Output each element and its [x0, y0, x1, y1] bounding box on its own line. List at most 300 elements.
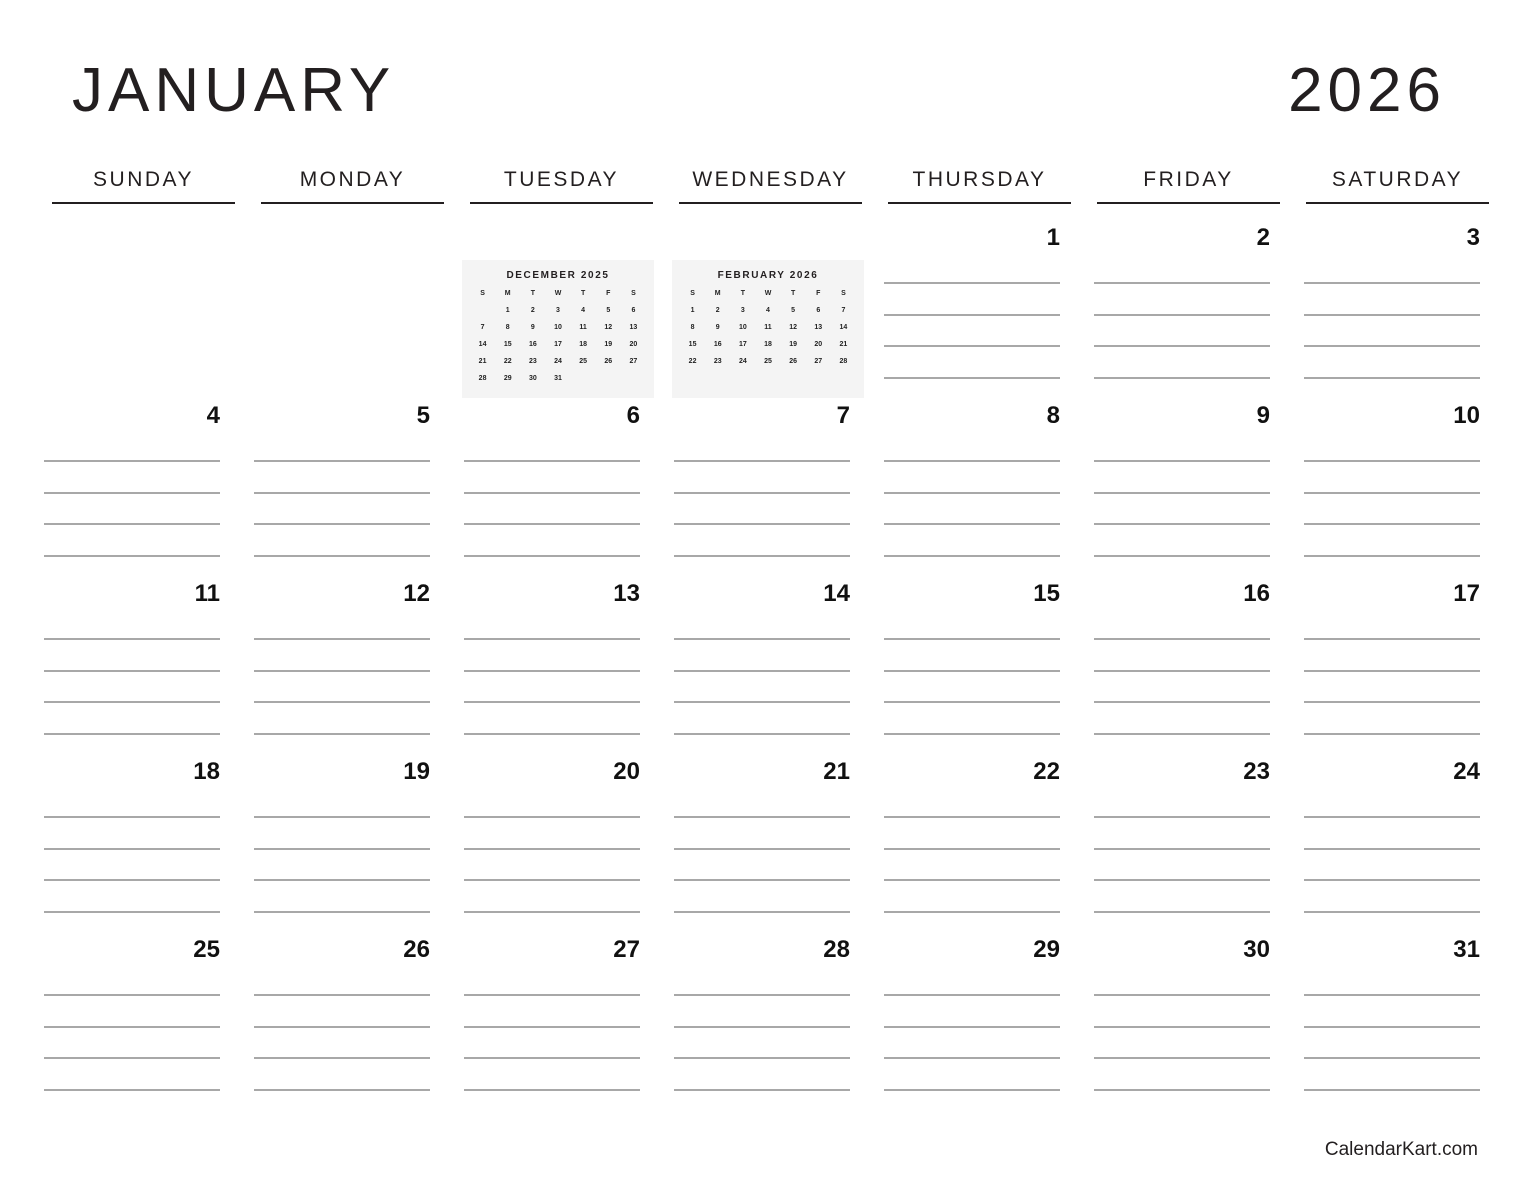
mini-day: 28	[839, 358, 848, 365]
mini-day: 13	[629, 324, 638, 331]
mini-day: 3	[740, 307, 745, 314]
note-line	[1304, 1057, 1480, 1059]
note-line	[254, 555, 430, 557]
note-line	[884, 314, 1060, 316]
note-line	[1094, 492, 1270, 494]
mini-day: 4	[766, 307, 770, 314]
mini-weekday-initial: F	[606, 290, 611, 297]
day-number: 15	[1033, 580, 1060, 607]
mini-day: 25	[764, 358, 772, 365]
note-line	[1304, 314, 1480, 316]
note-line	[1094, 1026, 1270, 1028]
note-line	[254, 670, 430, 672]
note-line	[254, 701, 430, 703]
note-line	[44, 523, 220, 525]
note-lines	[1094, 994, 1270, 1120]
day-number: 26	[403, 936, 430, 963]
mini-day: 1	[690, 307, 695, 314]
day-cell	[462, 934, 646, 1112]
note-line	[1094, 1057, 1270, 1059]
note-lines	[884, 638, 1060, 764]
note-line	[1094, 994, 1270, 996]
note-line	[1304, 638, 1480, 640]
mini-day: 15	[688, 341, 697, 348]
mini-day: 9	[530, 324, 535, 331]
day-number: 10	[1453, 402, 1480, 429]
day-cell	[1092, 934, 1276, 1112]
mini-day: 21	[839, 341, 848, 348]
day-cell	[1302, 578, 1486, 756]
mini-weekday-initial: T	[740, 290, 745, 297]
note-lines	[464, 816, 640, 942]
day-number: 20	[613, 758, 640, 785]
calendar-grid	[42, 222, 1486, 1187]
note-line	[254, 848, 430, 850]
mini-day: 25	[579, 358, 588, 365]
note-line	[884, 1057, 1060, 1059]
day-cell	[882, 756, 1066, 934]
note-line	[254, 879, 430, 881]
note-line	[884, 701, 1060, 703]
mini-day: 16	[713, 341, 722, 348]
note-line	[674, 555, 850, 557]
note-line	[464, 638, 640, 640]
note-lines	[44, 816, 220, 942]
empty-cell	[252, 222, 436, 400]
weekday-saturday: SATURDAY	[1306, 168, 1489, 204]
note-line	[1094, 282, 1270, 284]
note-line	[44, 670, 220, 672]
mini-day: 8	[690, 324, 695, 331]
note-line	[1094, 701, 1270, 703]
note-line	[1094, 523, 1270, 525]
note-line	[884, 1089, 1060, 1091]
day-cell	[1092, 222, 1276, 400]
note-lines	[254, 994, 430, 1120]
note-line	[674, 879, 850, 881]
note-line	[1094, 670, 1270, 672]
weekday-sunday: SUNDAY	[52, 168, 235, 204]
day-number: 31	[1453, 936, 1480, 963]
mini-day: 31	[554, 375, 562, 382]
mini-calendar-title: FEBRUARY 2026	[717, 270, 819, 281]
mini-calendar-december-2025	[462, 260, 654, 398]
mini-weekday-initial: T	[530, 290, 535, 297]
note-line	[884, 816, 1060, 818]
mini-day: 17	[738, 341, 747, 348]
day-number: 4	[206, 402, 220, 429]
note-line	[1094, 848, 1270, 850]
note-line	[674, 848, 850, 850]
mini-day: 23	[713, 358, 722, 365]
note-lines	[464, 460, 640, 586]
day-number: 27	[613, 936, 640, 963]
mini-day: 23	[528, 358, 537, 365]
note-line	[1094, 816, 1270, 818]
note-line	[1094, 638, 1270, 640]
footer-brand: CalendarKart.com	[1324, 1139, 1478, 1160]
mini-weekday-initial: S	[841, 290, 846, 297]
note-line	[44, 555, 220, 557]
note-line	[884, 282, 1060, 284]
mini-day: 4	[581, 307, 586, 314]
note-line	[1304, 1026, 1480, 1028]
note-line	[1304, 911, 1480, 913]
mini-day: 2	[530, 307, 535, 314]
day-cell	[672, 578, 856, 756]
day-cell	[882, 400, 1066, 578]
mini-day: 19	[604, 341, 613, 348]
mini-day: 15	[503, 341, 512, 348]
note-line	[884, 523, 1060, 525]
note-line	[674, 911, 850, 913]
note-line	[1304, 555, 1480, 557]
day-number: 21	[823, 758, 850, 785]
day-cell	[42, 934, 226, 1112]
note-line	[884, 879, 1060, 881]
note-line	[674, 1089, 850, 1091]
day-cell	[42, 756, 226, 934]
note-line	[464, 879, 640, 881]
mini-weekday-initial: S	[631, 290, 636, 297]
mini-day: 7	[480, 324, 485, 331]
day-number: 3	[1466, 224, 1480, 251]
mini-day: 3	[556, 307, 560, 314]
note-line	[464, 701, 640, 703]
note-line	[884, 345, 1060, 347]
note-lines	[254, 460, 430, 586]
day-number: 28	[823, 936, 850, 963]
note-line	[464, 523, 640, 525]
note-line	[674, 460, 850, 462]
mini-day: 24	[554, 358, 562, 365]
note-line	[254, 994, 430, 996]
note-line	[1304, 670, 1480, 672]
mini-day: 30	[528, 375, 537, 382]
note-line	[254, 460, 430, 462]
weekday-header	[52, 168, 1489, 204]
note-line	[884, 638, 1060, 640]
note-line	[464, 555, 640, 557]
mini-day	[621, 373, 646, 385]
note-line	[1304, 816, 1480, 818]
day-number: 14	[823, 580, 850, 607]
note-lines	[674, 994, 850, 1120]
mini-day: 2	[715, 307, 720, 314]
day-number: 8	[1046, 402, 1060, 429]
day-cell	[462, 400, 646, 578]
mini-weekday-initial: S	[480, 290, 485, 297]
day-number: 1	[1046, 224, 1060, 251]
day-cell	[1302, 400, 1486, 578]
day-number: 17	[1453, 580, 1480, 607]
day-number: 16	[1243, 580, 1270, 607]
day-number: 23	[1243, 758, 1270, 785]
mini-day: 16	[528, 341, 537, 348]
note-line	[1094, 555, 1270, 557]
mini-day: 18	[764, 341, 772, 348]
note-line	[1304, 701, 1480, 703]
note-line	[1304, 523, 1480, 525]
note-line	[884, 1026, 1060, 1028]
day-number: 19	[403, 758, 430, 785]
mini-day: 28	[478, 375, 487, 382]
note-lines	[1304, 460, 1480, 586]
note-lines	[1094, 460, 1270, 586]
note-line	[44, 1057, 220, 1059]
empty-cell	[672, 222, 856, 400]
weekday-tuesday: TUESDAY	[470, 168, 653, 204]
note-lines	[1304, 282, 1480, 408]
note-line	[674, 492, 850, 494]
note-lines	[1304, 816, 1480, 942]
note-line	[1094, 911, 1270, 913]
note-line	[464, 492, 640, 494]
day-number: 12	[403, 580, 430, 607]
note-line	[1304, 460, 1480, 462]
mini-weekday-initial: W	[554, 290, 562, 297]
note-line	[884, 555, 1060, 557]
day-number: 30	[1243, 936, 1270, 963]
note-line	[44, 816, 220, 818]
note-line	[464, 1057, 640, 1059]
weekday-thursday: THURSDAY	[888, 168, 1071, 204]
day-cell	[252, 934, 436, 1112]
mini-calendar-grid	[470, 288, 646, 385]
mini-weekday-initial: F	[816, 290, 821, 297]
day-number: 11	[194, 580, 220, 607]
day-cell	[882, 934, 1066, 1112]
mini-day: 5	[791, 307, 796, 314]
note-line	[44, 994, 220, 996]
day-cell	[1092, 578, 1276, 756]
note-lines	[254, 816, 430, 942]
note-line	[44, 879, 220, 881]
mini-day: 22	[688, 358, 697, 365]
day-number: 2	[1256, 224, 1270, 251]
note-line	[674, 670, 850, 672]
note-line	[1304, 492, 1480, 494]
mini-calendar-february-2026	[672, 260, 864, 398]
note-line	[884, 492, 1060, 494]
day-cell	[252, 400, 436, 578]
note-lines	[884, 282, 1060, 408]
mini-weekday-initial: M	[504, 290, 511, 297]
note-line	[674, 816, 850, 818]
mini-day: 19	[789, 341, 798, 348]
note-line	[464, 816, 640, 818]
note-line	[674, 638, 850, 640]
mini-day: 29	[503, 375, 512, 382]
year-title: 2026	[1288, 56, 1446, 125]
note-lines	[1094, 816, 1270, 942]
note-lines	[884, 816, 1060, 942]
note-line	[1094, 879, 1270, 881]
note-line	[44, 638, 220, 640]
note-lines	[884, 460, 1060, 586]
note-lines	[44, 994, 220, 1120]
note-line	[254, 911, 430, 913]
mini-day: 22	[503, 358, 512, 365]
mini-day: 18	[579, 341, 588, 348]
note-line	[44, 848, 220, 850]
note-lines	[674, 638, 850, 764]
note-line	[884, 670, 1060, 672]
day-number: 9	[1256, 402, 1270, 429]
note-line	[464, 733, 640, 735]
note-line	[44, 460, 220, 462]
note-line	[464, 994, 640, 996]
mini-calendar-grid	[680, 288, 856, 368]
day-cell	[672, 400, 856, 578]
day-cell	[42, 578, 226, 756]
note-lines	[1094, 638, 1270, 764]
note-lines	[1094, 282, 1270, 408]
day-number: 7	[836, 402, 850, 429]
mini-day: 10	[554, 324, 562, 331]
day-cell	[1092, 756, 1276, 934]
note-line	[674, 994, 850, 996]
note-line	[1304, 377, 1480, 379]
note-line	[1304, 879, 1480, 881]
mini-day: 12	[604, 324, 613, 331]
mini-day: 1	[505, 307, 510, 314]
mini-day: 21	[478, 358, 487, 365]
mini-day: 12	[789, 324, 798, 331]
weekday-wednesday: WEDNESDAY	[679, 168, 862, 204]
note-line	[1304, 1089, 1480, 1091]
mini-day	[596, 373, 621, 385]
note-line	[464, 1026, 640, 1028]
mini-day	[571, 373, 596, 385]
mini-day: 24	[738, 358, 747, 365]
weekday-monday: MONDAY	[261, 168, 444, 204]
day-cell	[1302, 934, 1486, 1112]
note-line	[464, 460, 640, 462]
note-lines	[884, 994, 1060, 1120]
day-cell	[1302, 222, 1486, 400]
day-number: 29	[1033, 936, 1060, 963]
note-line	[674, 1026, 850, 1028]
note-line	[464, 670, 640, 672]
note-line	[254, 1057, 430, 1059]
note-line	[674, 733, 850, 735]
day-number: 25	[193, 936, 220, 963]
day-cell	[672, 934, 856, 1112]
note-line	[464, 848, 640, 850]
note-line	[1094, 733, 1270, 735]
mini-day: 8	[505, 324, 510, 331]
day-number: 22	[1033, 758, 1060, 785]
note-line	[1094, 1089, 1270, 1091]
note-line	[674, 1057, 850, 1059]
mini-day: 14	[478, 341, 487, 348]
note-line	[1094, 460, 1270, 462]
mini-day: 27	[814, 358, 823, 365]
mini-day: 6	[631, 307, 636, 314]
mini-day: 10	[738, 324, 747, 331]
mini-weekday-initial: T	[580, 290, 586, 297]
day-number: 24	[1453, 758, 1480, 785]
mini-day: 11	[579, 324, 587, 331]
month-title: JANUARY	[72, 56, 396, 125]
note-line	[254, 816, 430, 818]
mini-day: 6	[816, 307, 821, 314]
note-lines	[44, 638, 220, 764]
day-cell	[882, 222, 1066, 400]
note-lines	[1304, 994, 1480, 1120]
day-number: 6	[626, 402, 640, 429]
mini-day: 14	[839, 324, 848, 331]
day-cell	[462, 578, 646, 756]
mini-day: 13	[814, 324, 823, 331]
note-line	[464, 911, 640, 913]
empty-cell	[462, 222, 646, 400]
note-lines	[674, 816, 850, 942]
mini-day: 27	[629, 358, 638, 365]
mini-day: 26	[789, 358, 798, 365]
day-cell	[252, 578, 436, 756]
note-line	[254, 492, 430, 494]
note-line	[884, 848, 1060, 850]
mini-day: 11	[764, 324, 772, 331]
note-line	[464, 1089, 640, 1091]
day-cell	[1092, 400, 1276, 578]
day-cell	[252, 756, 436, 934]
day-cell	[882, 578, 1066, 756]
note-line	[254, 1026, 430, 1028]
empty-cell	[42, 222, 226, 400]
day-cell	[1302, 756, 1486, 934]
mini-day: 5	[606, 307, 611, 314]
day-number: 13	[613, 580, 640, 607]
note-line	[44, 733, 220, 735]
note-lines	[1304, 638, 1480, 764]
mini-day: 9	[715, 324, 720, 331]
note-line	[884, 377, 1060, 379]
note-line	[884, 460, 1060, 462]
note-line	[254, 638, 430, 640]
note-line	[1304, 733, 1480, 735]
note-lines	[44, 460, 220, 586]
note-lines	[464, 638, 640, 764]
note-line	[254, 523, 430, 525]
note-line	[884, 733, 1060, 735]
note-lines	[464, 994, 640, 1120]
weekday-friday: FRIDAY	[1097, 168, 1280, 204]
note-line	[1094, 314, 1270, 316]
day-cell	[672, 756, 856, 934]
note-lines	[254, 638, 430, 764]
mini-day: 17	[554, 341, 562, 348]
mini-weekday-initial: M	[714, 290, 721, 297]
note-line	[254, 1089, 430, 1091]
note-line	[44, 492, 220, 494]
mini-day	[470, 305, 495, 317]
day-number: 5	[416, 402, 430, 429]
note-line	[1094, 377, 1270, 379]
note-line	[44, 1089, 220, 1091]
mini-day: 7	[841, 307, 846, 314]
day-number: 18	[193, 758, 220, 785]
mini-day: 26	[604, 358, 613, 365]
note-line	[1304, 994, 1480, 996]
note-line	[44, 1026, 220, 1028]
mini-day: 20	[814, 341, 823, 348]
note-line	[884, 994, 1060, 996]
note-line	[44, 701, 220, 703]
note-line	[1304, 282, 1480, 284]
